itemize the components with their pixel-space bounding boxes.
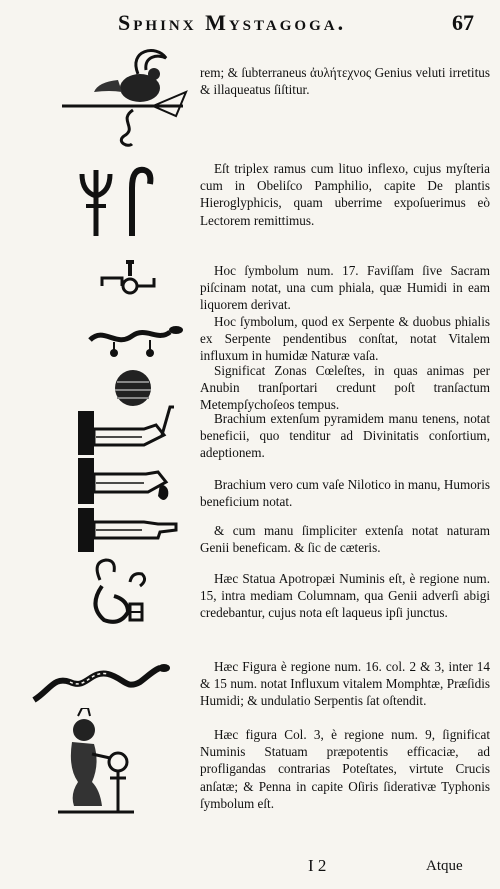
passage bbox=[200, 160, 490, 229]
signature-mark: I 2 bbox=[308, 856, 327, 875]
passage bbox=[200, 522, 490, 556]
arm-holding-vase-icon bbox=[74, 456, 179, 508]
bird-on-serpent-staff-icon bbox=[58, 40, 193, 150]
triple-branch-and-lituus-icon bbox=[78, 156, 158, 241]
passage-text: Hoc ſymbolum num. 17. Faviſſam ſive Sacram piſcinam notat, una cum phiala, quæ Humidi in eam liquorem derivat. bbox=[200, 263, 490, 313]
passage-text: Significat Zonas Cœleſtes, in quas animas per Anubin tranſportari credunt poſt tranſactum Metempſychoſeos tempus. bbox=[200, 363, 490, 413]
passage-text: Hæc Statua Apotropæi Numinis eſt, è regione num. 15, intra mediam Columnam, qua Genii adverſi abigi credebantur, cujus nota eſt laqueus ipſi junctus. bbox=[200, 571, 490, 621]
passage-text: Brachium extenſum pyramidem manu tenens, notat beneficii, quo tenditur ad Divinitatis conſortium, adeptionem. bbox=[200, 411, 490, 461]
basin-and-phial-icon bbox=[96, 256, 166, 301]
apotropaic-statue-noose-icon bbox=[86, 556, 158, 628]
page-number: 67 bbox=[452, 10, 474, 35]
serpent-with-phials-icon bbox=[86, 318, 186, 360]
passage bbox=[200, 262, 490, 314]
passage bbox=[200, 313, 490, 365]
catchword: Atque bbox=[426, 858, 463, 874]
passage-text: & cum manu ſimpliciter extenſa notat naturam Genii beneficam. & ſic de cæteris. bbox=[200, 523, 490, 556]
passage bbox=[200, 362, 490, 414]
passage bbox=[200, 410, 490, 462]
arm-holding-pyramid-icon bbox=[74, 405, 179, 460]
passage bbox=[200, 726, 490, 812]
celestial-zone-circle-icon bbox=[113, 368, 153, 408]
passage-text: Eſt triplex ramus cum lituo inflexo, cujus myſteria cum in Obeliſco Pamphilio, capite De plantis Hieroglyphicis, quam uberrime expoſuerimus eò Lectorem remittimus. bbox=[200, 161, 490, 228]
passage-text: rem; & ſubterraneus ἀυλήτεχνος Genius veluti irretitus & illaqueatus ſiſtitur. bbox=[200, 65, 490, 98]
passage bbox=[200, 476, 490, 510]
undulating-serpent-icon bbox=[30, 660, 170, 708]
passage bbox=[200, 658, 490, 710]
passage bbox=[200, 570, 490, 622]
running-head: Sphinx Mystagoga. bbox=[118, 10, 347, 35]
ape-with-ankh-icon bbox=[54, 708, 144, 818]
passage-text: Hæc figura Col. 3, è regione num. 9, ſignificat Numinis Statuam præpotentis efficaciæ, ad profligandas contrarias Poteſtates, virtute Crucis anſatæ; & Penna in capite Oſiris ſiderativæ Typhonis ſymbolum eſt. bbox=[200, 727, 490, 811]
passage-text: Brachium vero cum vaſe Nilotico in manu, Humoris beneficium notat. bbox=[200, 477, 490, 510]
passage bbox=[200, 64, 490, 98]
passage-text: Hoc ſymbolum, quod ex Serpente & duobus phialis ex Serpente pendentibus conſtat, notat Vitalem influxum in humidæ Naturæ vaſa. bbox=[200, 314, 490, 364]
arm-open-hand-icon bbox=[74, 506, 184, 556]
passage-text: Hæc Figura è regione num. 16. col. 2 & 3, inter 14 & 15 num. notat Influxum vitalem Momphtæ, Præſidis Humidi; & undulatio Serpentis ſat oſtendit. bbox=[200, 659, 490, 709]
